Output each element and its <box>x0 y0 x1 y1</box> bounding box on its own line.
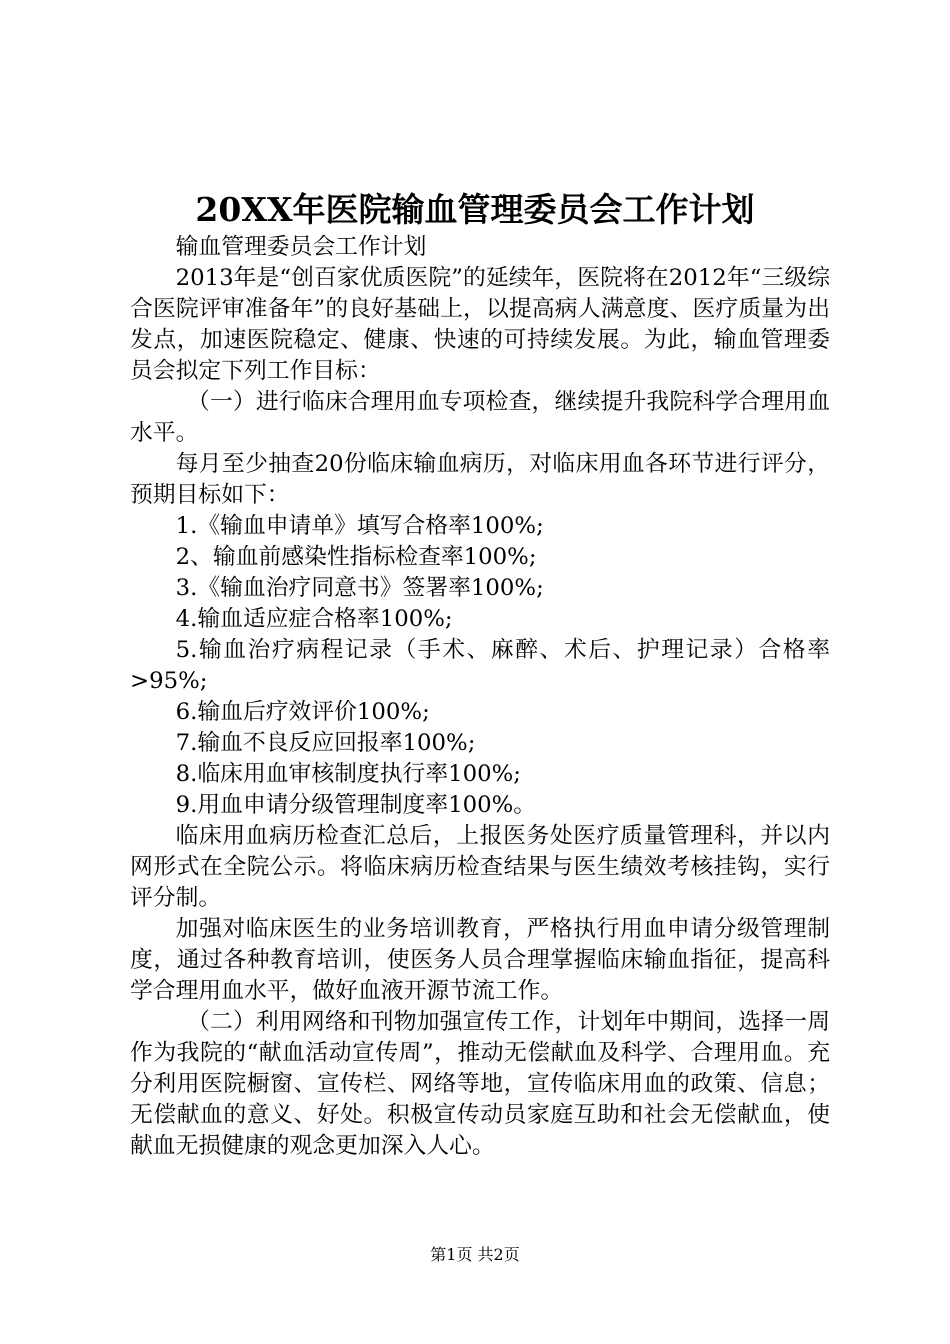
training-paragraph: 加强对临床医生的业务培训教育，严格执行用血申请分级管理制度，通过各种教育培训，使医务人员合理掌握临床输血指征，提高科学合理用血水平，做好血液开源节流工作。 <box>130 916 830 1004</box>
page-title: 20XX年医院输血管理委员会工作计划 <box>195 190 755 229</box>
target-item: 8.临床用血审核制度执行率100%; <box>175 761 521 787</box>
target-item: 5.输血治疗病程记录（手术、麻醉、术后、护理记录）合格率>95%; <box>130 637 830 694</box>
summary-paragraph: 临床用血病历检查汇总后，上报医务处医疗质量管理科，并以内网形式在全院公示。将临床病历检查结果与医生绩效考核挂钩，实行评分制。 <box>130 823 830 911</box>
target-item: 2、输血前感染性指标检查率100%; <box>175 544 537 570</box>
target-item: 7.输血不良反应回报率100%; <box>175 730 476 756</box>
target-item: 1.《输血申请单》填写合格率100%; <box>175 513 544 539</box>
section-one-heading: （一）进行临床合理用血专项检查，继续提升我院科学合理用血水平。 <box>130 389 830 446</box>
page-number: 第1页 共2页 <box>430 1245 520 1264</box>
target-item: 4.输血适应症合格率100%; <box>175 606 453 632</box>
target-item: 6.输血后疗效评价100%; <box>175 699 430 725</box>
subtitle-paragraph: 输血管理委员会工作计划 <box>175 234 427 260</box>
section-two-paragraph: （二）利用网络和刊物加强宣传工作，计划年中期间，选择一周作为我院的“献血活动宣传周”，推动无偿献血及科学、合理用血。充分利用医院橱窗、宣传栏、网络等地，宣传临床用血的政策、信息；无偿献血的意义、好处。积极宣传动员家庭互助和社会无偿献血，使献血无损健康的观念更加深入人心。 <box>130 1009 830 1159</box>
intro-paragraph: 2013年是“创百家优质医院”的延续年，医院将在2012年“三级综合医院评审准备年”的良好基础上，以提高病人满意度、医疗质量为出发点，加速医院稳定、健康、快速的可持续发展。为此，输血管理委员会拟定下列工作目标： <box>130 265 830 384</box>
inspection-paragraph: 每月至少抽查20份临床输血病历，对临床用血各环节进行评分，预期目标如下： <box>130 451 830 508</box>
document-body <box>130 232 830 1162</box>
target-item: 9.用血申请分级管理制度率100%。 <box>175 792 537 818</box>
target-item: 3.《输血治疗同意书》签署率100%; <box>175 575 544 601</box>
